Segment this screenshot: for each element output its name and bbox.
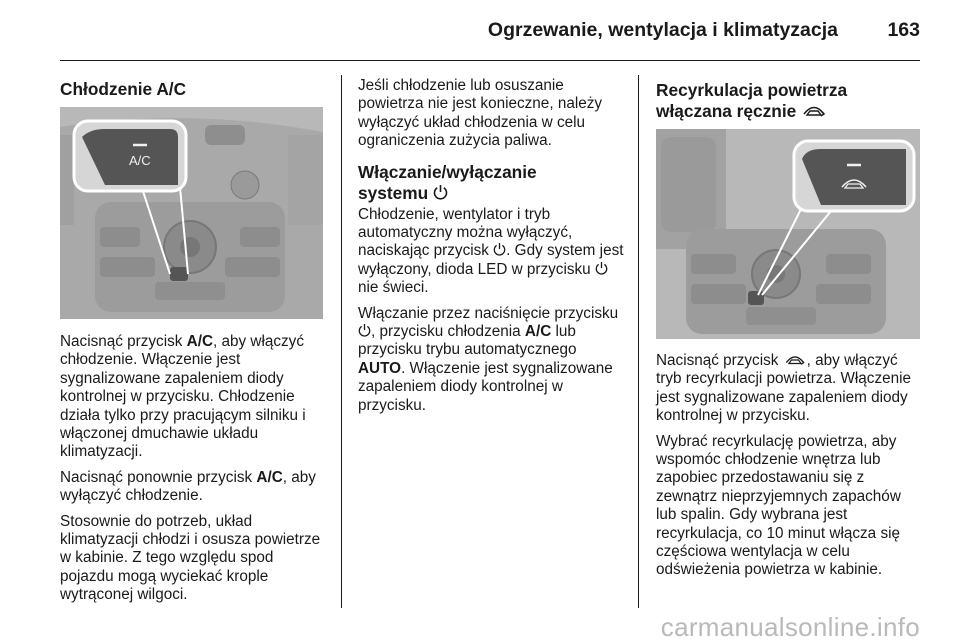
section-heading-system-on-off: Włączanie/wyłączanie systemu [358,161,537,203]
paragraph: Stosownie do potrzeb, układ klimatyzacji chłodzi i osusza powietrze w kabinie. Z tego względu spod pojazdu mogą wyciekać krople wytrąconej wilgoci. [60,512,321,604]
ac-button-label: A/C [129,153,151,168]
paragraph: Nacisnąć ponownie przycisk A/C, aby wyłączyć chłodzenie. [60,468,316,505]
ac-panel-illustration [60,107,323,319]
paragraph: Włączanie przez naciśnięcie przycisku , przycisku chłodzenia A/C lub przycisku trybu automatycznego AUTO. Włączenie jest sygnalizowane zapaleniem diody kontrolnej w przycisku. [358,304,619,414]
power-icon [595,261,608,276]
ac-button-figure [60,107,323,319]
recirculation-icon [801,103,827,119]
recirculation-panel-illustration [656,129,920,339]
paragraph: Nacisnąć przycisk , aby włączyć tryb recyrkulacji powietrza. Włączenie jest sygnalizowane zapaleniem diody kontrolnej w przycisku. [656,352,912,425]
section-heading-ac: Chłodzenie A/C [60,79,187,99]
page-number: 163 [887,19,920,41]
paragraph: Jeśli chłodzenie lub osuszanie powietrza nie jest konieczne, należy wyłączyć układ chłodzenia w celu ograniczenia zużycia paliwa. [358,77,603,150]
power-icon [433,184,448,201]
col3-body [656,352,922,587]
header-rule [60,60,920,61]
recirculation-icon [783,353,807,367]
paragraph: Wybrać recyrkulację powietrza, aby wspomóc chłodzenie wnętrza lub zapobiec przedostawaniu się z zewnątrz nieprzyjemnych zapachów lub spalin. Gdy wybrana jest recyrkulacja, co 10 minut włącza się częściowa wentylacja w celu odświeżenia powietrza w kabinie. [656,432,901,579]
col1-body [60,333,325,612]
watermark: carmanualsonline.info [660,612,920,642]
recirculation-button-figure [656,129,920,339]
paragraph: Nacisnąć przycisk A/C, aby włączyć chłodzenie. Włączenie jest sygnalizowane zapaleniem diody kontrolnej w przycisku. Chłodzenie działa tylko przy pracującym silniku i włączonej dmuchawie układu klimatyzacji. [60,333,306,461]
header-title: Ogrzewanie, wentylacja i klimatyzacja [487,19,838,41]
column-divider-2 [638,75,639,608]
power-icon [493,242,506,257]
col2-body [358,77,628,422]
page-header [0,0,960,62]
section-heading-recirculation: Recyrkulacja powietrza włączana ręcznie [656,80,848,121]
power-icon [358,323,371,338]
paragraph: Chłodzenie, wentylator i tryb automatyczny można wyłączyć, naciskając przycisk . Gdy system jest wyłączony, dioda LED w przycisku nie świeci. [358,205,624,297]
column-divider-1 [341,75,342,608]
